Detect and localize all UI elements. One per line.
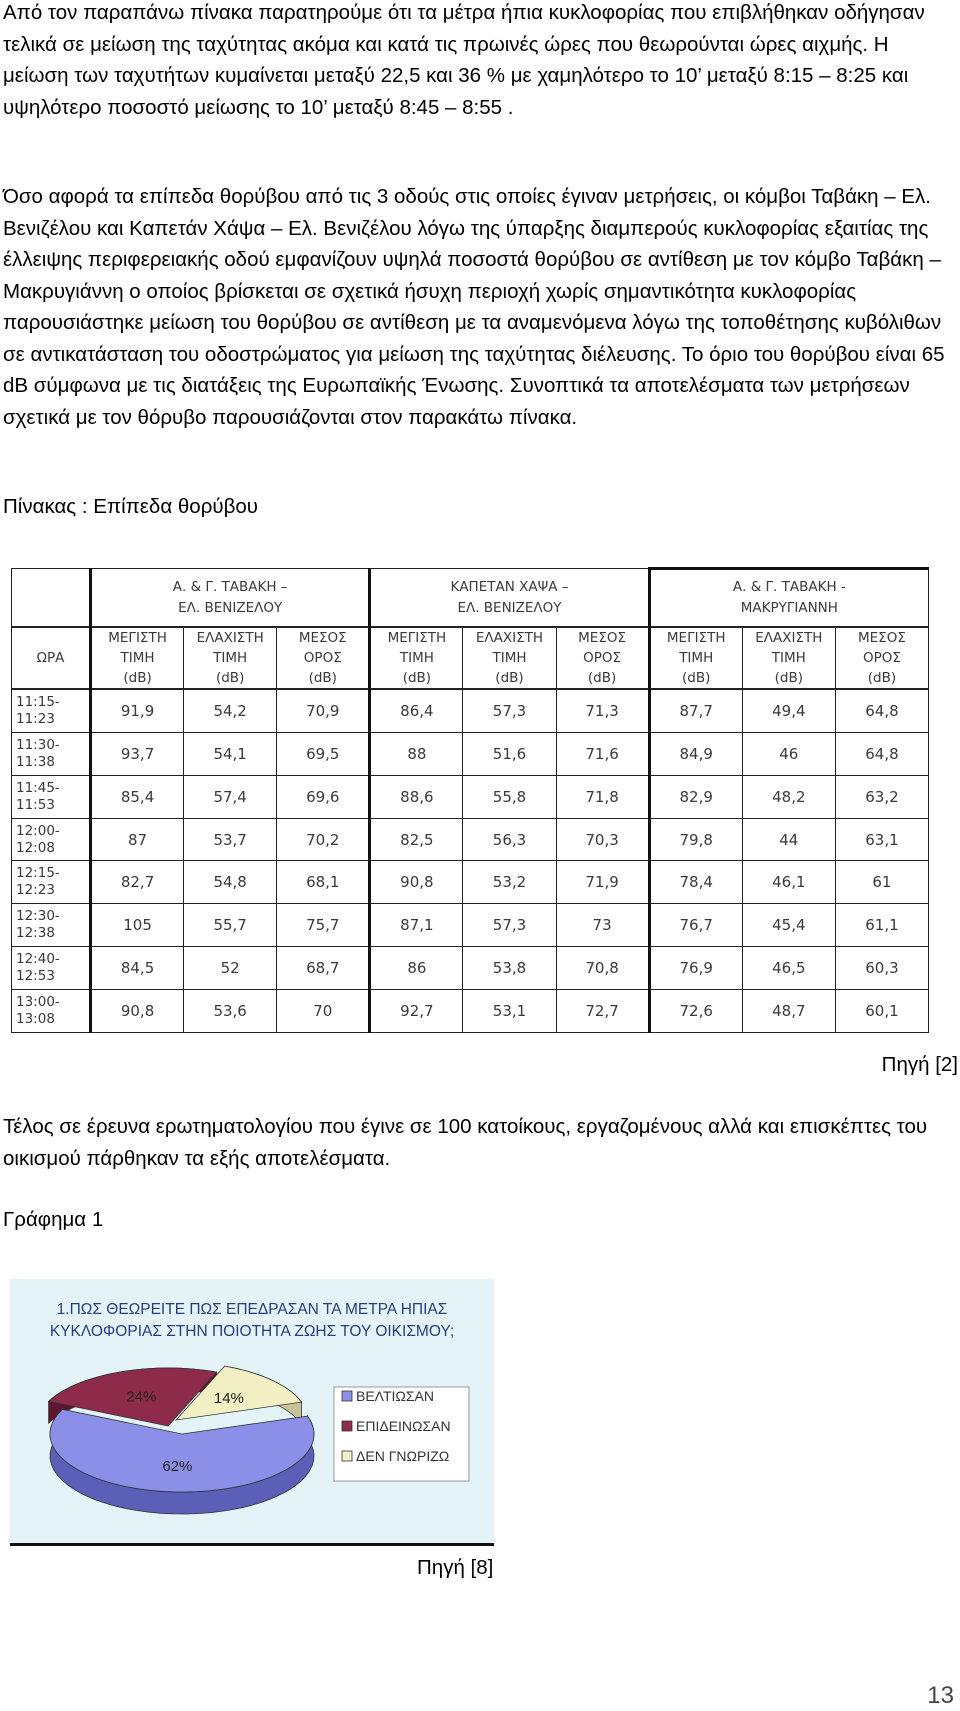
hour-line: 12:08 [16, 839, 55, 856]
group-header-line: Α. & Γ. ΤΑΒΑΚΗ - [732, 579, 846, 595]
value-cell: 105 [91, 904, 184, 947]
value-cell: 63,1 [835, 818, 928, 861]
value-cell: 68,7 [277, 947, 370, 990]
chart-caption: Γράφημα 1 [3, 1208, 104, 1231]
group-header-line: Α. & Γ. ΤΑΒΑΚΗ – [172, 578, 288, 595]
noise-table-image [11, 567, 929, 1033]
table-row [12, 861, 929, 904]
value-cell: 53,7 [184, 818, 277, 861]
value-cell: 60,3 [835, 947, 928, 990]
value-cell: 57,4 [184, 775, 277, 818]
value-cell: 46 [742, 732, 835, 775]
pie-chart-image [10, 1279, 494, 1543]
noise-table-body [12, 689, 929, 1033]
subheader-line: ΕΛΑΧΙΣΤΗ [196, 630, 264, 646]
value-cell: 54,1 [184, 732, 277, 775]
value-cell: 88 [370, 732, 463, 775]
legend-swatch [342, 1421, 352, 1431]
subheader-line: ΤΙΜΗ [120, 650, 155, 666]
legend-label: ΕΠΙΔΕΙΝΩΣΑΝ [356, 1418, 451, 1434]
subheader-line: (dB) [587, 670, 617, 686]
value-cell: 71,9 [556, 861, 649, 904]
value-cell: 51,6 [463, 732, 556, 775]
value-cell: 48,2 [742, 775, 835, 818]
value-cell: 64,8 [835, 689, 928, 732]
subheader-max [649, 627, 742, 689]
subheader-mean [835, 627, 928, 689]
subheader-line: ΤΙΜΗ [679, 650, 714, 666]
hour-line: 12:15- [16, 865, 60, 882]
table-group-header-row [12, 569, 929, 628]
hour-line: 11:45- [16, 779, 60, 796]
subheader-line: ΟΡΟΣ [303, 650, 342, 666]
subheader-line: (dB) [774, 670, 803, 686]
table-caption: Πίνακας : Επίπεδα θορύβου [3, 495, 258, 518]
value-cell: 49,4 [742, 689, 835, 732]
value-cell: 82,9 [649, 775, 742, 818]
value-cell: 55,8 [463, 775, 556, 818]
subheader-line: ΤΙΜΗ [771, 650, 806, 666]
hour-line: 11:15- [16, 693, 60, 710]
value-cell: 69,5 [277, 732, 370, 775]
subheader-line: (dB) [495, 670, 524, 686]
subheader-line: (dB) [123, 670, 152, 686]
paragraph-noise-levels: Όσο αφορά τα επίπεδα θορύβου από τις 3 οδούς στις οποίες έγιναν μετρήσεις, οι κόμβοι Ταβάκη – Ελ. Βενιζέλου και Καπετάν Χάψα – Ελ. Βενιζέλου λόγω της ύπαρξης διαμπερούς κυκλοφορίας εξαιτίας της έλλειψης περιφερειακής οδού εμφανίζουν υψηλά ποσοστά θορύβου σε αντίθεση με τον κόμβο Ταβάκη – Μακρυγιάννη ο οποίος βρίσκεται σε σχετικά ήσυχη περιοχή χωρίς σημαντικότητα κυκλοφορίας παρουσιάστηκε μείωση του θορύβου σε αντίθεση με τα αναμενόμενα λόγω της τοποθέτησης κυβόλιθων σε αντικατάσταση του οδοστρώματος για μείωση της ταχύτητας διέλευσης. Το όριο του θορύβου είναι 65 dB σύμφωνα με τις διατάξεις της Ευρωπαϊκής Ένωσης. Συνοπτικά τα αποτελέσματα των μετρήσεων σχετικά με τον θόρυβο παρουσιάζονται στον παρακάτω πίνακα. [3, 185, 945, 429]
chart-source: Πηγή [8] [417, 1556, 494, 1579]
hour-cell [12, 775, 91, 818]
hour-cell [12, 732, 91, 775]
group-header-tavaki-venizelou [91, 569, 370, 628]
value-cell: 70,3 [556, 818, 649, 861]
value-cell: 72,7 [556, 990, 649, 1033]
hour-line: 11:23 [16, 710, 55, 727]
subheader-line: (dB) [682, 670, 711, 686]
hour-line: 12:30- [16, 908, 60, 925]
value-cell: 87,7 [649, 689, 742, 732]
hour-line: 12:23 [16, 882, 55, 899]
value-cell: 69,6 [277, 775, 370, 818]
subheader-max [91, 627, 184, 689]
value-cell: 55,7 [184, 904, 277, 947]
value-cell: 79,8 [649, 818, 742, 861]
value-cell: 73 [556, 904, 649, 947]
value-cell: 70,2 [277, 818, 370, 861]
value-cell: 53,1 [463, 990, 556, 1033]
value-cell: 60,1 [835, 990, 928, 1033]
value-cell: 61,1 [835, 904, 928, 947]
chart-title-line: 1.ΠΩΣ ΘΕΩΡΕΙΤΕ ΠΩΣ ΕΠΕΔΡΑΣΑΝ ΤΑ ΜΕΤΡΑ ΗΠΙΑΣ [56, 1301, 448, 1318]
value-cell: 61 [835, 861, 928, 904]
group-header-tavaki-makrygianni [649, 569, 928, 628]
value-cell: 70 [277, 990, 370, 1033]
value-cell: 44 [742, 818, 835, 861]
hour-line: 13:00- [16, 994, 60, 1011]
value-cell: 46,1 [742, 861, 835, 904]
value-cell: 57,3 [463, 689, 556, 732]
subheader-mean [277, 627, 370, 689]
table-row [12, 904, 929, 947]
value-cell: 70,8 [556, 947, 649, 990]
value-cell: 71,8 [556, 775, 649, 818]
value-cell: 91,9 [91, 689, 184, 732]
subheader-line: (dB) [402, 670, 432, 686]
pie-slice-label: 62% [162, 1457, 193, 1475]
subheader-line: ΜΕΓΙΣΤΗ [108, 630, 167, 646]
hour-cell [12, 861, 91, 904]
hour-cell [12, 818, 91, 861]
group-header-line: ΕΛ. ΒΕΝΙΖΕΛΟΥ [457, 599, 562, 616]
value-cell: 54,8 [184, 861, 277, 904]
value-cell: 57,3 [463, 904, 556, 947]
value-cell: 52 [184, 947, 277, 990]
value-cell: 85,4 [91, 775, 184, 818]
hour-line: 13:08 [16, 1011, 55, 1028]
value-cell: 71,6 [556, 732, 649, 775]
value-cell: 87 [91, 818, 184, 861]
subheader-line: ΟΡΟΣ [862, 650, 901, 666]
subheader-line: ΜΕΣΟΣ [858, 630, 906, 646]
group-header-line: ΜΑΚΡΥΓΙΑΝΝΗ [740, 600, 838, 616]
subheader-line: ΟΡΟΣ [583, 650, 622, 666]
legend-label: ΒΕΛΤΙΩΣΑΝ [356, 1388, 434, 1404]
value-cell: 48,7 [742, 990, 835, 1033]
value-cell: 63,2 [835, 775, 928, 818]
value-cell: 90,8 [91, 990, 184, 1033]
value-cell: 76,7 [649, 904, 742, 947]
value-cell: 82,5 [370, 818, 463, 861]
subheader-min [184, 627, 277, 689]
subheader-line: ΜΕΓΙΣΤΗ [666, 630, 726, 646]
value-cell: 75,7 [277, 904, 370, 947]
subheader-line: ΜΕΣΟΣ [578, 630, 627, 646]
subheader-mean [556, 627, 649, 689]
value-cell: 76,9 [649, 947, 742, 990]
value-cell: 46,5 [742, 947, 835, 990]
paragraph-speed-reduction: Από τον παραπάνω πίνακα παρατηρούμε ότι τα μέτρα ήπια κυκλοφορίας που επιβλήθηκαν οδήγησαν τελικά σε μείωση της ταχύτητας ακόμα και κατά τις πρωινές ώρες που θεωρούνται ώρες αιχμής. Η μείωση των ταχυτήτων κυμαίνεται μεταξύ 22,5 και 36 % με χαμηλότερο το 10’ μεταξύ 8:15 – 8:25 και υψηλότερο ποσοστό μείωσης το 10’ μεταξύ 8:45 – 8:55 . [3, 1, 925, 119]
hour-cell [12, 990, 91, 1033]
value-cell: 56,3 [463, 818, 556, 861]
value-cell: 68,1 [277, 861, 370, 904]
table-row [12, 990, 929, 1033]
hour-line: 11:53 [16, 796, 55, 813]
hour-line: 11:38 [16, 753, 55, 770]
value-cell: 78,4 [649, 861, 742, 904]
value-cell: 64,8 [835, 732, 928, 775]
value-cell: 90,8 [370, 861, 463, 904]
chart-title-line: ΚΥΚΛΟΦΟΡΙΑΣ ΣΤΗΝ ΠΟΙΟΤΗΤΑ ΖΩΗΣ ΤΟΥ ΟΙΚΙΣΜΟΥ; [49, 1323, 455, 1340]
hour-line: 12:53 [16, 968, 55, 985]
legend-swatch [342, 1391, 352, 1401]
table-row [12, 818, 929, 861]
hour-header: ΩΡΑ [12, 627, 91, 689]
page-number: 13 [927, 1682, 954, 1709]
hour-cell [12, 947, 91, 990]
subheader-line: ΕΛΑΧΙΣΤΗ [755, 630, 823, 646]
chart-legend [334, 1387, 469, 1481]
value-cell: 86 [370, 947, 463, 990]
subheader-line: ΤΙΜΗ [213, 650, 248, 666]
hour-line: 11:30- [16, 736, 60, 753]
subheader-min [742, 627, 835, 689]
table-source: Πηγή [2] [881, 1053, 958, 1076]
value-cell: 87,1 [370, 904, 463, 947]
value-cell: 86,4 [370, 689, 463, 732]
value-cell: 53,2 [463, 861, 556, 904]
value-cell: 82,7 [91, 861, 184, 904]
group-header-line: ΕΛ. ΒΕΝΙΖΕΛΟΥ [178, 599, 283, 616]
subheader-max [370, 627, 463, 689]
subheader-line: (dB) [867, 670, 897, 686]
value-cell: 53,6 [184, 990, 277, 1033]
subheader-min [463, 627, 556, 689]
subheader-line: (dB) [308, 670, 337, 686]
hour-cell [12, 689, 91, 732]
table-row [12, 947, 929, 990]
subheader-line: ΜΕΓΙΣΤΗ [387, 630, 447, 646]
subheader-line: (dB) [215, 670, 245, 686]
legend-swatch [342, 1451, 352, 1461]
subheader-line: ΤΙΜΗ [492, 650, 527, 666]
hour-cell [12, 904, 91, 947]
table-row [12, 732, 929, 775]
pie-chart [10, 1279, 494, 1543]
noise-table [11, 567, 929, 1033]
subheader-line: ΜΕΣΟΣ [298, 630, 347, 646]
table-subheader-row [12, 627, 929, 689]
value-cell: 84,9 [649, 732, 742, 775]
value-cell: 84,5 [91, 947, 184, 990]
hour-line: 12:38 [16, 925, 55, 942]
group-header-line: ΚΑΠΕΤΑΝ ΧΑΨΑ – [450, 578, 569, 595]
hour-line: 12:40- [16, 951, 60, 968]
value-cell: 93,7 [91, 732, 184, 775]
value-cell: 53,8 [463, 947, 556, 990]
value-cell: 88,6 [370, 775, 463, 818]
table-row [12, 689, 929, 732]
value-cell: 45,4 [742, 904, 835, 947]
value-cell: 54,2 [184, 689, 277, 732]
value-cell: 71,3 [556, 689, 649, 732]
value-cell: 72,6 [649, 990, 742, 1033]
value-cell: 70,9 [277, 689, 370, 732]
value-cell: 92,7 [370, 990, 463, 1033]
legend-label: ΔΕΝ ΓΝΩΡΙΖΩ [356, 1448, 450, 1464]
empty-corner-cell [12, 569, 91, 628]
group-header-chapsa-venizelou [370, 569, 649, 628]
chart-bottom-rule [10, 1543, 494, 1546]
table-row [12, 775, 929, 818]
subheader-line: ΤΙΜΗ [399, 650, 434, 666]
pie-slice-label: 24% [126, 1388, 157, 1406]
paragraph-survey: Τέλος σε έρευνα ερωτηματολογίου που έγινε σε 100 κατοίκους, εργαζομένους αλλά και επισκέπτες του οικισμού πάρθηκαν τα εξής αποτελέσματα. [3, 1115, 928, 1170]
pie-slice-label: 14% [213, 1390, 244, 1408]
subheader-line: ΕΛΑΧΙΣΤΗ [475, 630, 544, 646]
hour-line: 12:00- [16, 822, 60, 839]
